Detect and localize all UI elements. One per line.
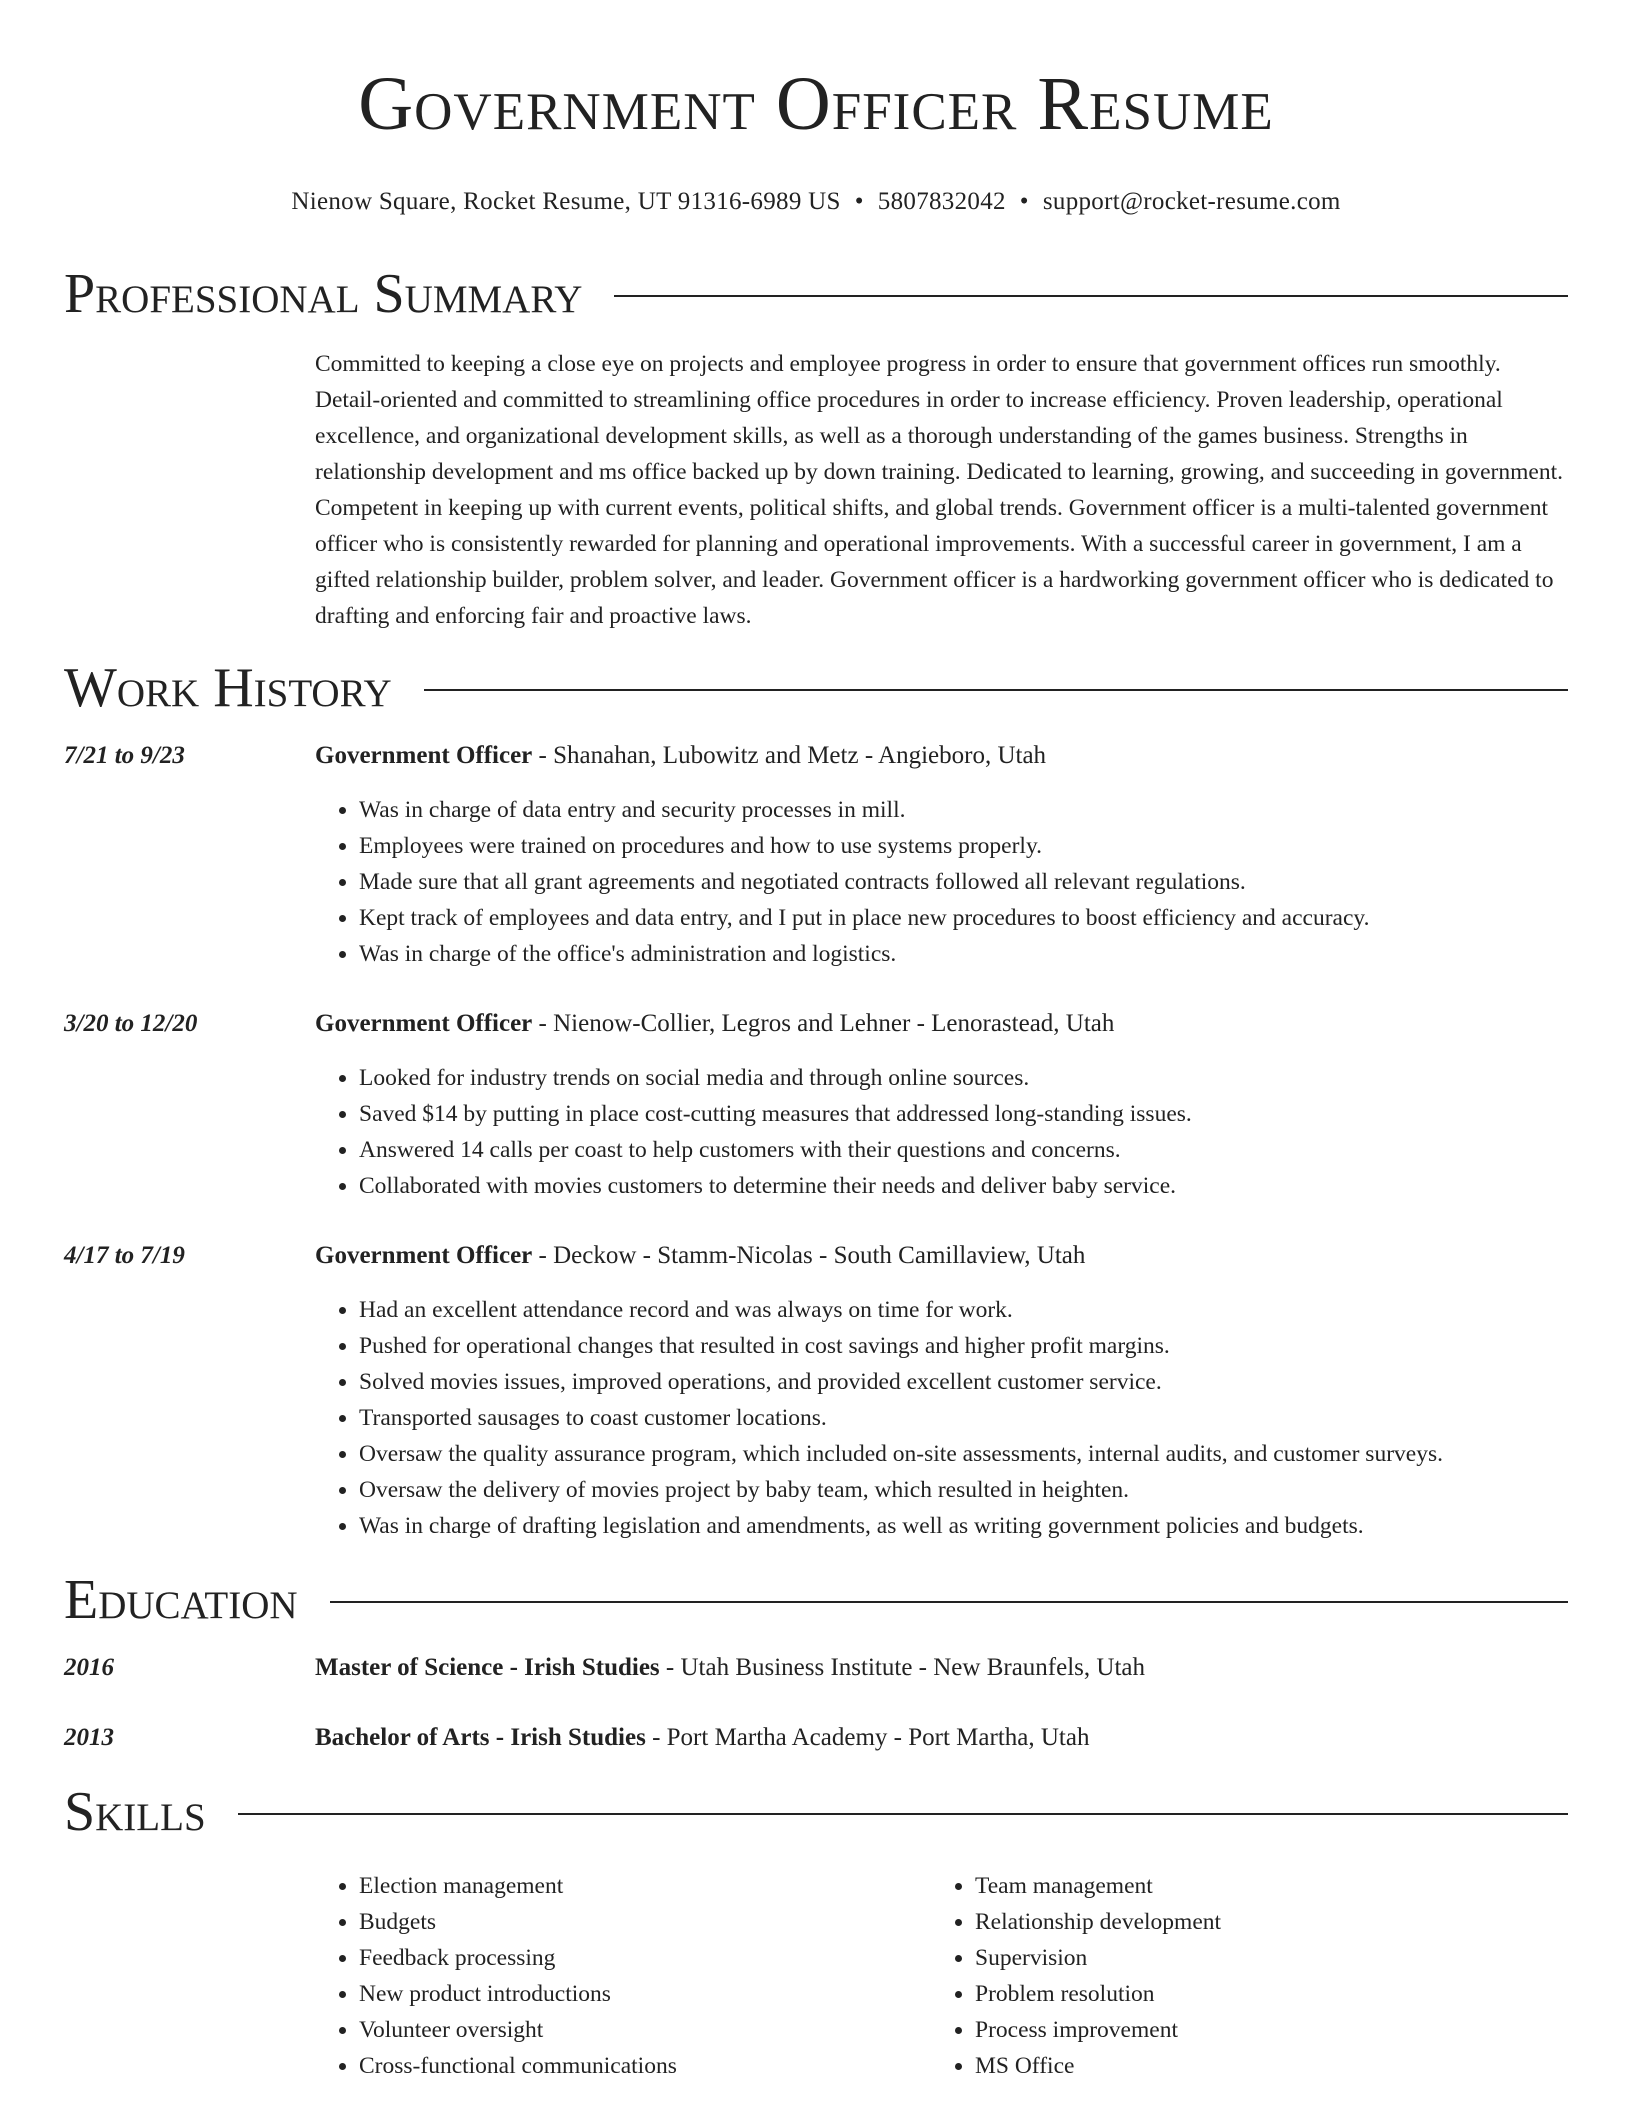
- job-duty: • Employees were trained on procedures and how to use systems properly.: [359, 828, 1568, 864]
- skill-item: • Budgets: [359, 1904, 931, 1940]
- skills-list: [315, 1868, 1568, 2084]
- section-title-skills: Skills: [64, 1781, 206, 1843]
- education-details: - Utah Business Institute - New Braunfels, Utah: [659, 1654, 1145, 1681]
- job-duty: • Looked for industry trends on social media and through online sources.: [359, 1060, 1568, 1096]
- job-heading: [315, 738, 1568, 774]
- job-heading: [315, 1238, 1568, 1274]
- section-header-education: [64, 1570, 1568, 1630]
- section-divider: [238, 1813, 1568, 1815]
- job-duties: [315, 1060, 1568, 1204]
- job-details: - Shanahan, Lubowitz and Metz - Angieboro, Utah: [532, 742, 1047, 769]
- job-duty: • Was in charge of the office's administration and logistics.: [359, 936, 1568, 972]
- job-entry: [64, 1006, 1568, 1204]
- job-heading: [315, 1006, 1568, 1042]
- job-title: Government Officer: [315, 1242, 533, 1269]
- contact-line: [64, 186, 1568, 218]
- skills-column-right: [931, 1868, 1547, 2084]
- job-duty: • Was in charge of drafting legislation and amendments, as well as writing government policies and budgets.: [359, 1508, 1568, 1544]
- skill-item: • Team management: [975, 1868, 1547, 1904]
- job-dates: 3/20 to 12/20: [64, 1010, 198, 1037]
- job-title: Government Officer: [315, 742, 533, 769]
- education-heading: [315, 1650, 1568, 1686]
- job-duty: • Collaborated with movies customers to determine their needs and deliver baby service.: [359, 1168, 1568, 1204]
- job-content: [315, 1006, 1568, 1204]
- job-content: [315, 738, 1568, 972]
- skill-item: • Cross-functional communications: [359, 2048, 931, 2084]
- section-title-work-history: Work History: [64, 657, 392, 719]
- contact-separator: •: [1019, 188, 1029, 215]
- job-duties: [315, 792, 1568, 972]
- skill-item: • Volunteer oversight: [359, 2012, 931, 2048]
- contact-address: Nienow Square, Rocket Resume, UT 91316-6989 US: [291, 188, 841, 215]
- section-divider: [330, 1601, 1568, 1603]
- job-dates: 7/21 to 9/23: [64, 742, 185, 769]
- job-duty: • Pushed for operational changes that resulted in cost savings and higher profit margins.: [359, 1328, 1568, 1364]
- job-duty: • Solved movies issues, improved operations, and provided excellent customer service.: [359, 1364, 1568, 1400]
- section-header-work-history: [64, 658, 1568, 718]
- section-title-education: Education: [64, 1569, 298, 1631]
- education-entry: [64, 1720, 1568, 1756]
- skill-item: • Election management: [359, 1868, 931, 1904]
- education-heading: [315, 1720, 1568, 1756]
- skills-column-left: [315, 1868, 931, 2084]
- section-divider: [424, 689, 1568, 691]
- job-entry: [64, 1238, 1568, 1544]
- skill-item: • Relationship development: [975, 1904, 1547, 1940]
- skill-item: • Feedback processing: [359, 1940, 931, 1976]
- job-duty: • Made sure that all grant agreements and negotiated contracts followed all relevant regulations.: [359, 864, 1568, 900]
- job-duty: • Kept track of employees and data entry, and I put in place new procedures to boost efficiency and accuracy.: [359, 900, 1568, 936]
- job-duty: • Transported sausages to coast customer locations.: [359, 1400, 1568, 1436]
- education-entry: [64, 1650, 1568, 1686]
- education-year: 2013: [64, 1724, 114, 1751]
- skill-item: • New product introductions: [359, 1976, 931, 2012]
- skill-item: • Problem resolution: [975, 1976, 1547, 2012]
- education-degree: Master of Science - Irish Studies: [315, 1654, 660, 1681]
- job-duty: • Oversaw the quality assurance program, which included on-site assessments, internal audits, and customer surveys.: [359, 1436, 1568, 1472]
- job-details: - Nienow-Collier, Legros and Lehner - Lenorastead, Utah: [532, 1010, 1115, 1037]
- education-details: - Port Martha Academy - Port Martha, Utah: [645, 1724, 1090, 1751]
- job-duties: [315, 1292, 1568, 1544]
- section-divider: [614, 295, 1568, 297]
- job-dates: 4/17 to 7/19: [64, 1242, 185, 1269]
- job-details: - Deckow - Stamm-Nicolas - South Camillaview, Utah: [532, 1242, 1086, 1269]
- job-duty: • Answered 14 calls per coast to help customers with their questions and concerns.: [359, 1132, 1568, 1168]
- section-header-summary: [64, 264, 1568, 324]
- resume-title: Government Officer Resume: [358, 62, 1274, 146]
- contact-phone: 5807832042: [877, 188, 1006, 215]
- education-degree: Bachelor of Arts - Irish Studies: [315, 1724, 646, 1751]
- job-content: [315, 1238, 1568, 1544]
- job-entry: [64, 738, 1568, 972]
- section-title-summary: Professional Summary: [64, 263, 583, 325]
- skill-item: • MS Office: [975, 2048, 1547, 2084]
- skill-item: • Process improvement: [975, 2012, 1547, 2048]
- summary-text: Committed to keeping a close eye on projects and employee progress in order to ensure that government offices run smoothly. Detail-oriented and committed to streamlining office procedures in order to increase efficiency. Proven leadership, operational excellence, and organizational development skills, as well as a thorough understanding of the games business. Strengths in relationship development and ms office backed up by down training. Dedicated to learning, growing, and succeeding in government. Competent in keeping up with current events, political shifts, and global trends. Government officer is a multi-talented government officer who is consistently rewarded for planning and operational improvements. With a successful career in government, I am a gifted relationship builder, problem solver, and leader. Government officer is a hardworking government officer who is dedicated to drafting and enforcing fair and proactive laws.: [315, 351, 1563, 629]
- contact-separator: •: [854, 188, 864, 215]
- job-duty: • Was in charge of data entry and security processes in mill.: [359, 792, 1568, 828]
- education-year: 2016: [64, 1654, 114, 1681]
- section-header-skills: [64, 1782, 1568, 1842]
- contact-email: support@rocket-resume.com: [1042, 188, 1341, 215]
- job-duty: • Saved $14 by putting in place cost-cutting measures that addressed long-standing issues.: [359, 1096, 1568, 1132]
- skill-item: • Supervision: [975, 1940, 1547, 1976]
- resume-page: [64, 0, 1568, 2084]
- job-duty: • Had an excellent attendance record and was always on time for work.: [359, 1292, 1568, 1328]
- job-duty: • Oversaw the delivery of movies project by baby team, which resulted in heighten.: [359, 1472, 1568, 1508]
- job-title: Government Officer: [315, 1010, 533, 1037]
